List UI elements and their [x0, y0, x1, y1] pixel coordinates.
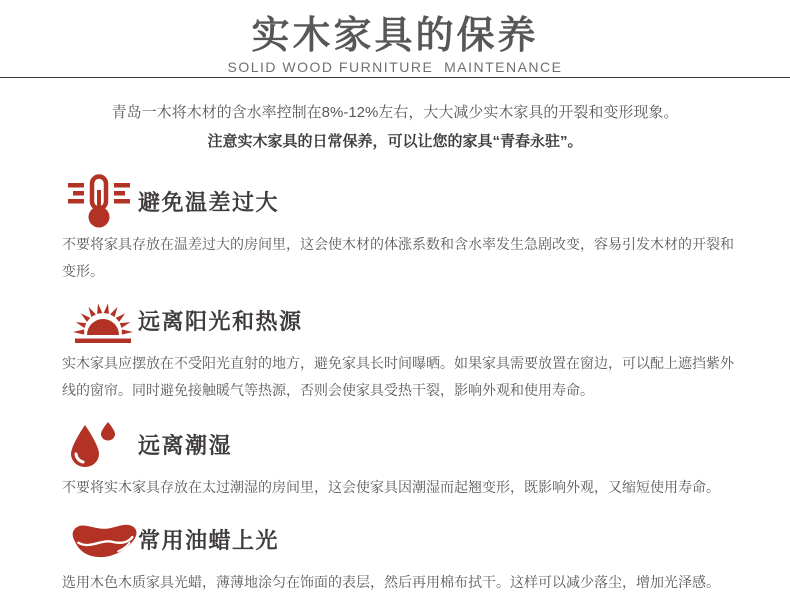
- section-body: 不要将实木家具存放在太过潮湿的房间里，这会使家具因潮湿而起翘变形，既影响外观，又缩短使用寿命。: [62, 479, 720, 495]
- section-header: [62, 417, 746, 471]
- section-wax-polish: [0, 512, 790, 596]
- section-away-from-moisture: [0, 417, 790, 501]
- page-title: 实木家具的保养: [251, 15, 539, 57]
- section-away-from-sunlight-heat: [0, 293, 790, 404]
- wax-sponge-icon: [62, 516, 138, 562]
- thermometer-icon: [62, 174, 138, 228]
- water-drops-icon: [62, 421, 138, 467]
- section-body: 选用木色木质家具光蜡，薄薄地涂匀在饰面的表层，然后再用棉布拭干。这样可以减少落尘，增加光泽感。: [62, 574, 720, 590]
- section-body: 实木家具应摆放在不受阳光直射的地方，避免家具长时间曝晒。如果家具需要放置在窗边，可以配上遮挡紫外线的窗帘。同时避免接触暖气等热源，否则会使家具受热干裂，影响外观和使用寿命。: [62, 355, 734, 398]
- section-title: 远离潮湿: [138, 432, 233, 458]
- intro-line-2: 注意实木家具的日常保养，可以让您的家具“青春永驻”。: [207, 133, 583, 150]
- section-avoid-temperature-difference: [0, 174, 790, 285]
- page-subtitle: SOLID WOOD FURNITURE MAINTENANCE: [227, 59, 563, 75]
- section-title: 避免温差过大: [138, 189, 280, 215]
- section-header: [62, 512, 746, 566]
- subtitle-divider: [0, 58, 790, 78]
- section-header: [62, 174, 746, 228]
- section-title: 常用油蜡上光: [138, 527, 280, 553]
- section-header: [62, 293, 746, 347]
- section-title: 远离阳光和热源: [138, 308, 303, 334]
- sun-icon: [62, 297, 138, 344]
- section-body: 不要将家具存放在温差过大的房间里，这会使木材的体涨系数和含水率发生急剧改变，容易引发木材的开裂和变形。: [62, 236, 734, 279]
- furniture-maintenance-page: [0, 14, 790, 590]
- intro-line-1: 青岛一木将木材的含水率控制在8%-12%左右，大大减少实木家具的开裂和变形现象。: [111, 104, 679, 121]
- intro-block: [0, 103, 790, 152]
